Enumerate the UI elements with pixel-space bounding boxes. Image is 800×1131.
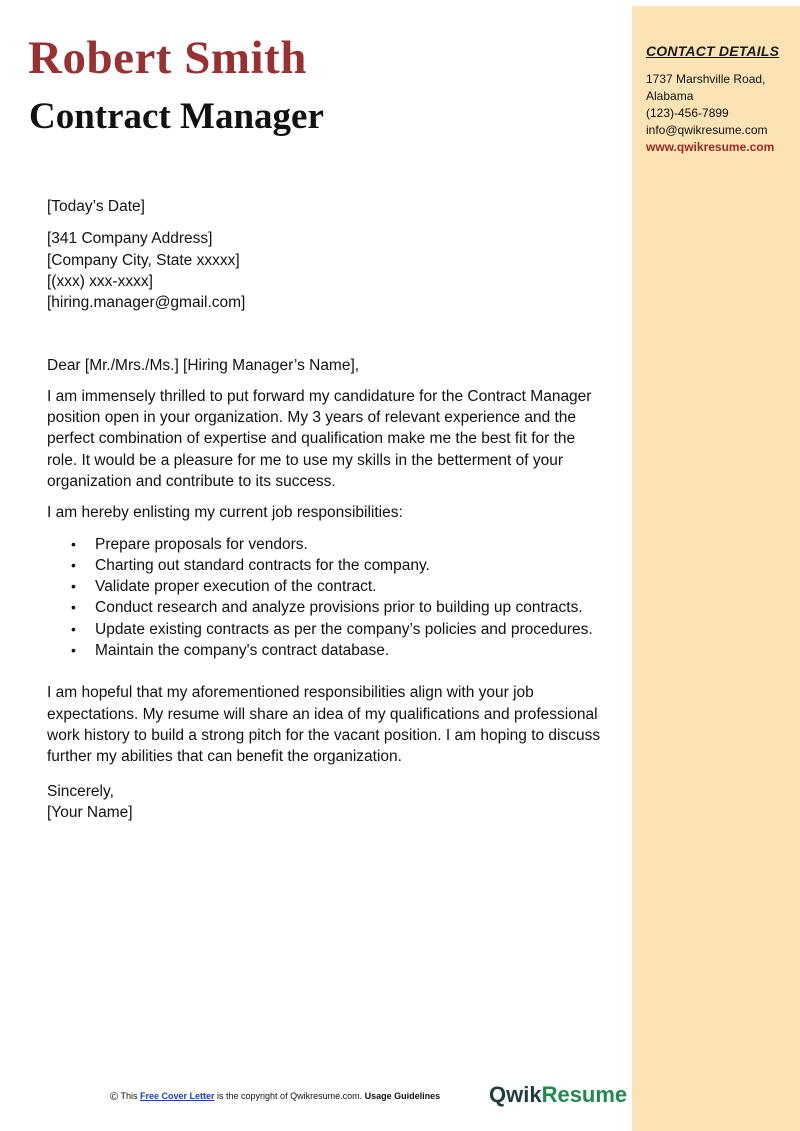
recipient-line: [hiring.manager@gmail.com] [47, 294, 246, 312]
address-line-2: Alabama [646, 89, 694, 103]
signature: [Your Name] [47, 803, 133, 821]
list-item [47, 619, 607, 640]
contact-sidebar [632, 6, 800, 1131]
sign-off: Sincerely, [47, 782, 114, 800]
email[interactable]: info@qwikresume.com [646, 123, 768, 137]
phone: (123)-456-7899 [646, 106, 729, 120]
footer-this: This [120, 1091, 138, 1101]
list-item [47, 555, 607, 576]
bullet-icon: • [71, 620, 76, 637]
list-item-text: Validate proper execution of the contract. [95, 578, 377, 596]
usage-guidelines-link[interactable]: Usage Guidelines [364, 1091, 441, 1101]
footer [110, 1090, 440, 1103]
contact-details [646, 43, 796, 156]
list-item-text: Conduct research and analyze provisions prior to building up contracts. [95, 599, 583, 617]
applicant-name: Robert Smith [28, 32, 307, 84]
letter-date: [Today’s Date] [47, 198, 145, 215]
list-intro: I am hereby enlisting my current job responsibilities: [47, 504, 403, 522]
closing-paragraph: I am hopeful that my aforementioned responsibilities align with your job expectations. My resume will share an idea of my qualifications and professional work history to build a strong pitch for the vacant position. I am hoping to discuss further my abilities that can benefit the organization. [47, 684, 601, 766]
list-item-text: Charting out standard contracts for the company. [95, 556, 430, 574]
copyright-icon: © [110, 1091, 119, 1103]
list-item-text: Prepare proposals for vendors. [95, 535, 308, 553]
list-item [47, 640, 607, 661]
responsibilities-list [47, 534, 607, 662]
footer-copyright-text: is the copyright of Qwikresume.com. [217, 1091, 363, 1101]
list-item-text: Update existing contracts as per the company’s policies and procedures. [95, 620, 593, 638]
list-item [47, 597, 607, 618]
bullet-icon: • [71, 535, 76, 552]
bullet-icon: • [71, 556, 76, 573]
website-link[interactable]: www.qwikresume.com [646, 140, 775, 154]
bullet-icon: • [71, 599, 76, 616]
free-cover-letter-link[interactable]: Free Cover Letter [139, 1091, 215, 1101]
logo-part-resume: Resume [541, 1082, 628, 1107]
list-item [47, 534, 607, 555]
recipient-line: [(xxx) xxx-xxxx] [47, 272, 153, 290]
address-line-1: 1737 Marshville Road, [646, 72, 766, 86]
qwikresume-logo[interactable] [489, 1081, 627, 1109]
list-item-text: Maintain the company's contract database. [95, 642, 390, 660]
intro-paragraph: I am immensely thrilled to put forward my candidature for the Contract Manager position open in your organization. My 3 years of relevant experience and the perfect combination of expertise and qualification make me the best fit for the role. It would be a pleasure for me to use my skills in the betterment of your organization and contribute to its success. [47, 387, 592, 490]
bullet-icon: • [71, 642, 76, 659]
greeting: Dear [Mr./Mrs./Ms.] [Hiring Manager’s Name], [47, 357, 360, 375]
letter-body [47, 196, 607, 823]
contact-heading: CONTACT DETAILS [646, 43, 780, 59]
list-item [47, 576, 607, 597]
job-title: Contract Manager [29, 96, 324, 137]
bullet-icon: • [71, 578, 76, 595]
logo-part-qwik: Qwik [489, 1082, 542, 1107]
recipient-line: [Company City, State xxxxx] [47, 251, 240, 269]
recipient-line: [341 Company Address] [47, 230, 213, 248]
recipient-address [47, 228, 607, 313]
